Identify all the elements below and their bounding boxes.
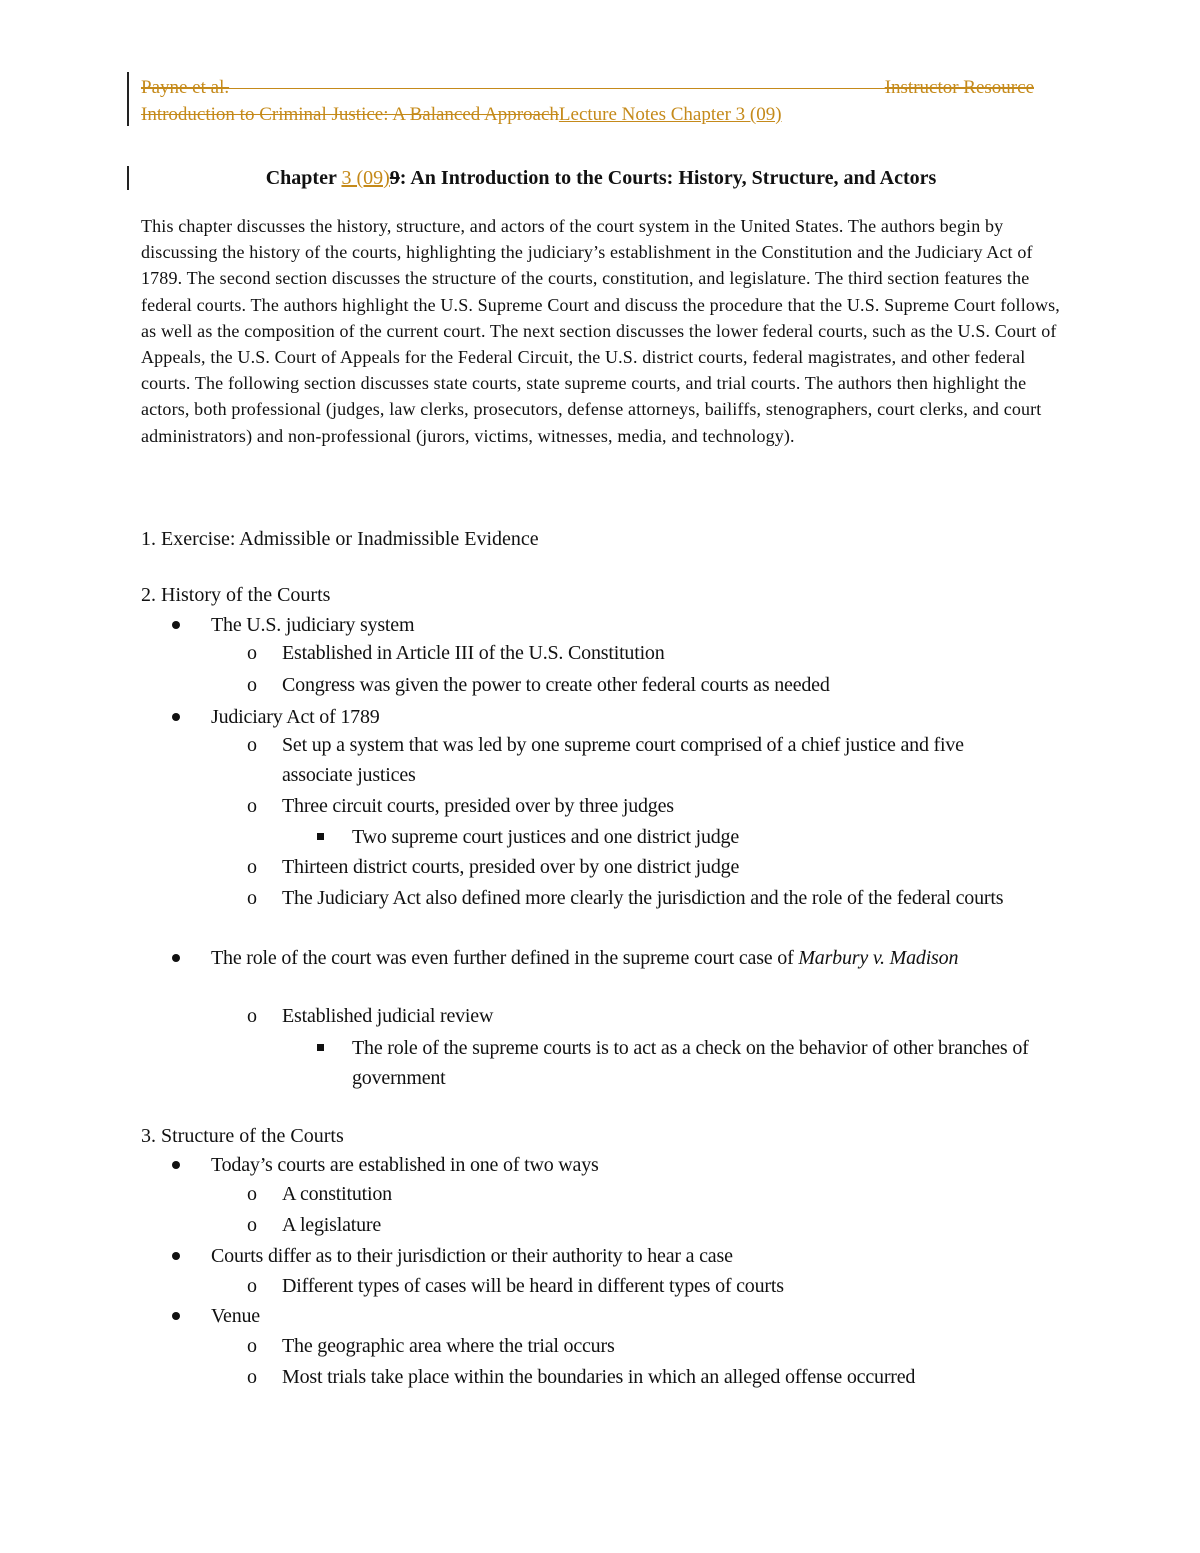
list-item: The geographic area where the trial occurs	[282, 1335, 615, 1357]
list-item-text: The role of the court was even further defined in the supreme court case of	[211, 947, 799, 969]
list-item: A legislature	[282, 1214, 382, 1236]
bullet-circle-icon: o	[247, 1366, 257, 1388]
bullet-square-icon	[317, 1033, 324, 1051]
bullet-dot-icon	[172, 702, 180, 721]
revision-change-bar	[127, 72, 129, 126]
list-item: The role of the supreme courts is to act as a check on the behavior of other branches of government	[352, 1037, 1029, 1089]
chapter-title	[141, 167, 1061, 190]
list-item	[211, 943, 1061, 973]
bullet-dot-icon	[172, 1241, 180, 1260]
bullet-square-icon	[317, 822, 324, 840]
page-header	[141, 74, 1034, 128]
header-book-title: Introduction to Criminal Justice: A Balanced Approach	[141, 104, 559, 125]
section-heading: 2. History of the Courts	[141, 584, 331, 606]
header-resource: Instructor Resource	[884, 77, 1034, 98]
section-heading: 3. Structure of the Courts	[141, 1125, 344, 1147]
bullet-circle-icon: o	[247, 1335, 257, 1357]
header-author: Payne et al.	[141, 77, 230, 98]
list-item: Two supreme court justices and one district judge	[352, 826, 740, 848]
list-item: Thirteen district courts, presided over by one district judge	[282, 856, 740, 878]
list-item: Congress was given the power to create other federal courts as needed	[282, 674, 830, 696]
case-name: Marbury v. Madison	[798, 947, 959, 969]
bullet-circle-icon: o	[247, 734, 257, 756]
bullet-circle-icon: o	[247, 1275, 257, 1297]
list-item: Venue	[211, 1305, 260, 1327]
list-item: Established judicial review	[282, 1005, 494, 1027]
bullet-circle-icon: o	[247, 795, 257, 817]
list-item: Judiciary Act of 1789	[211, 706, 380, 728]
bullet-circle-icon: o	[247, 674, 257, 696]
list-item: Three circuit courts, presided over by three judges	[282, 795, 674, 817]
bullet-circle-icon: o	[247, 1183, 257, 1205]
list-item: Set up a system that was led by one supreme court comprised of a chief justice and five associate justices	[282, 734, 964, 786]
list-item: Established in Article III of the U.S. Constitution	[282, 642, 665, 664]
bullet-circle-icon: o	[247, 856, 257, 878]
bullet-circle-icon: o	[247, 642, 257, 664]
title-deleted-number: 9	[389, 167, 400, 189]
bullet-dot-icon	[172, 610, 180, 629]
section-heading: 1. Exercise: Admissible or Inadmissible Evidence	[141, 528, 539, 550]
title-prefix: Chapter	[265, 167, 342, 189]
bullet-circle-icon: o	[247, 1005, 257, 1027]
intro-paragraph: This chapter discusses the history, structure, and actors of the court system in the United States. The authors begin by discussing the history of the courts, highlighting the judiciary’s establishment in the Constitution and the Judiciary Act of 1789. The second section discusses the structure of the courts, constitution, and legislature. The third section features the federal courts. The authors highlight the U.S. Supreme Court and discuss the procedure that the U.S. Supreme Court follows, as well as the composition of the current court. The next section discusses the lower federal courts, such as the U.S. Court of Appeals, the U.S. Court of Appeals for the Federal Circuit, the U.S. district courts, federal magistrates, and other federal courts. The following section discusses state courts, state supreme courts, and trial courts. The authors then highlight the actors, both professional (judges, law clerks, prosecutors, defense attorneys, bailiffs, stenographers, court clerks, and court administrators) and non-professional (jurors, victims, witnesses, media, and technology).	[141, 216, 1060, 446]
title-inserted-number: 3 (09)	[341, 167, 390, 189]
title-suffix: : An Introduction to the Courts: History, Structure, and Actors	[399, 167, 937, 189]
bullet-dot-icon	[172, 943, 180, 962]
list-item: Courts differ as to their jurisdiction or their authority to hear a case	[211, 1245, 733, 1267]
revision-change-bar	[127, 166, 129, 190]
list-item: Most trials take place within the boundaries in which an alleged offense occurred	[282, 1366, 916, 1388]
bullet-circle-icon: o	[247, 1214, 257, 1236]
list-item: The U.S. judiciary system	[211, 614, 415, 636]
bullet-dot-icon	[172, 1301, 180, 1320]
header-lecture-notes: Lecture Notes Chapter 3 (09)	[558, 104, 782, 125]
bullet-circle-icon: o	[247, 887, 257, 909]
list-item: Today’s courts are established in one of two ways	[211, 1154, 599, 1176]
list-item: A constitution	[282, 1183, 392, 1205]
bullet-dot-icon	[172, 1150, 180, 1169]
list-item: Different types of cases will be heard in different types of courts	[282, 1275, 784, 1297]
list-item: The Judiciary Act also defined more clearly the jurisdiction and the role of the federal courts	[282, 887, 1004, 909]
